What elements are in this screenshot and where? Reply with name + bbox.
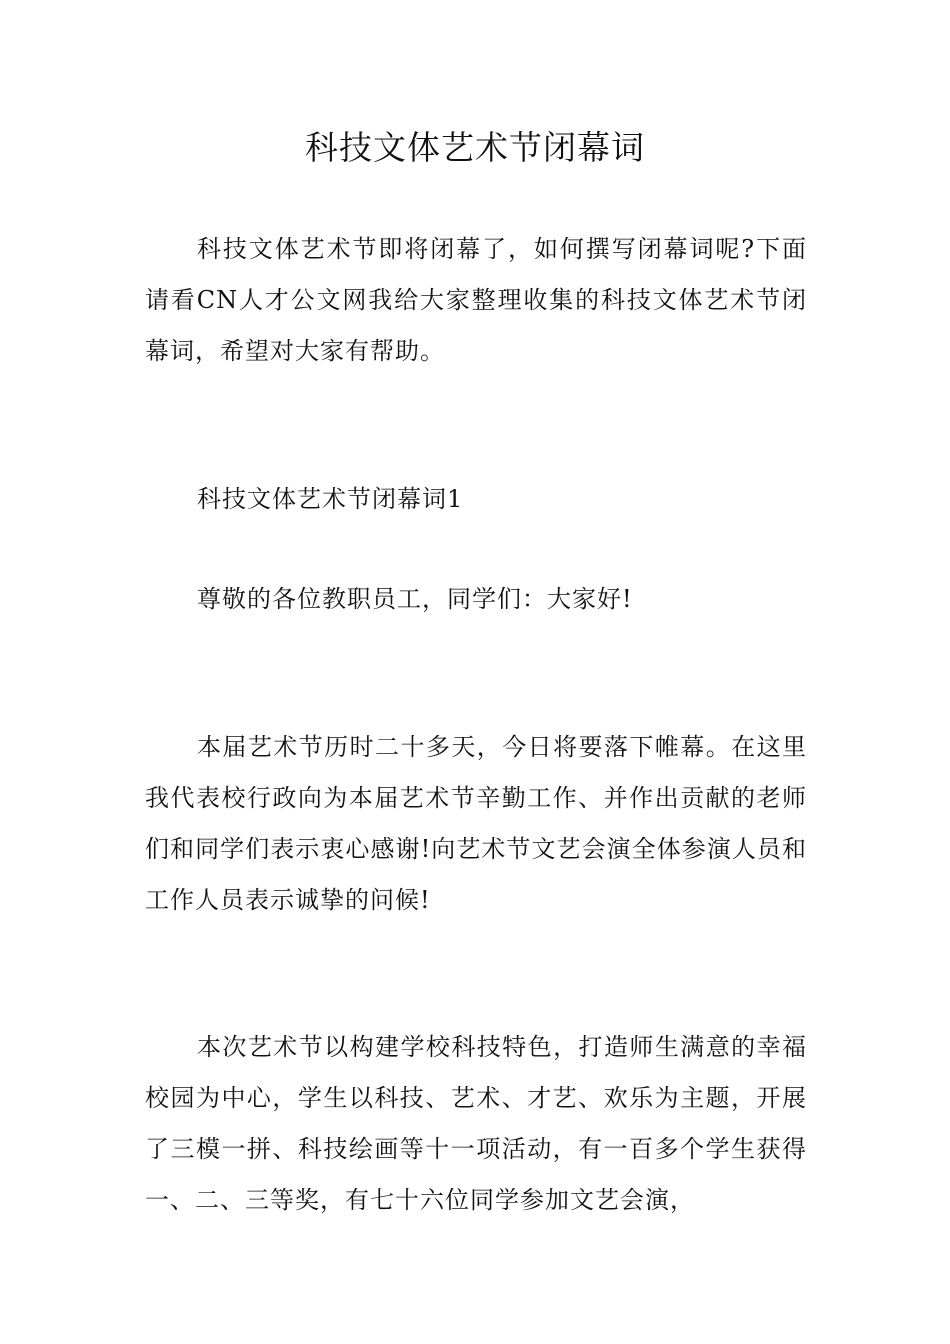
body-paragraph: 本届艺术节历时二十多天，今日将要落下帷幕。在这里我代表校行政向为本届艺术节辛勤工作、并作出贡献的老师们和同学们表示衷心感谢!向艺术节文艺会演全体参演人员和工作人员表示诚挚的问候! [145,733,807,914]
intro-paragraph: 科技文体艺术节即将闭幕了，如何撰写闭幕词呢?下面请看CN人才公文网我给大家整理收集的科技文体艺术节闭幕词，希望对大家有帮助。 [145,235,807,365]
greeting-paragraph: 尊敬的各位教职员工，同学们：大家好! [197,585,633,613]
page-title: 科技文体艺术节闭幕词 [305,128,645,167]
body-paragraph: 本次艺术节以构建学校科技特色，打造师生满意的幸福校园为中心，学生以科技、艺术、才艺、欢乐为主题，开展了三模一拼、科技绘画等十一项活动，有一百多个学生获得一、二、三等奖，有七十六位同学参加文艺会演， [145,1033,807,1214]
section-heading: 科技文体艺术节闭幕词1 [197,485,464,513]
